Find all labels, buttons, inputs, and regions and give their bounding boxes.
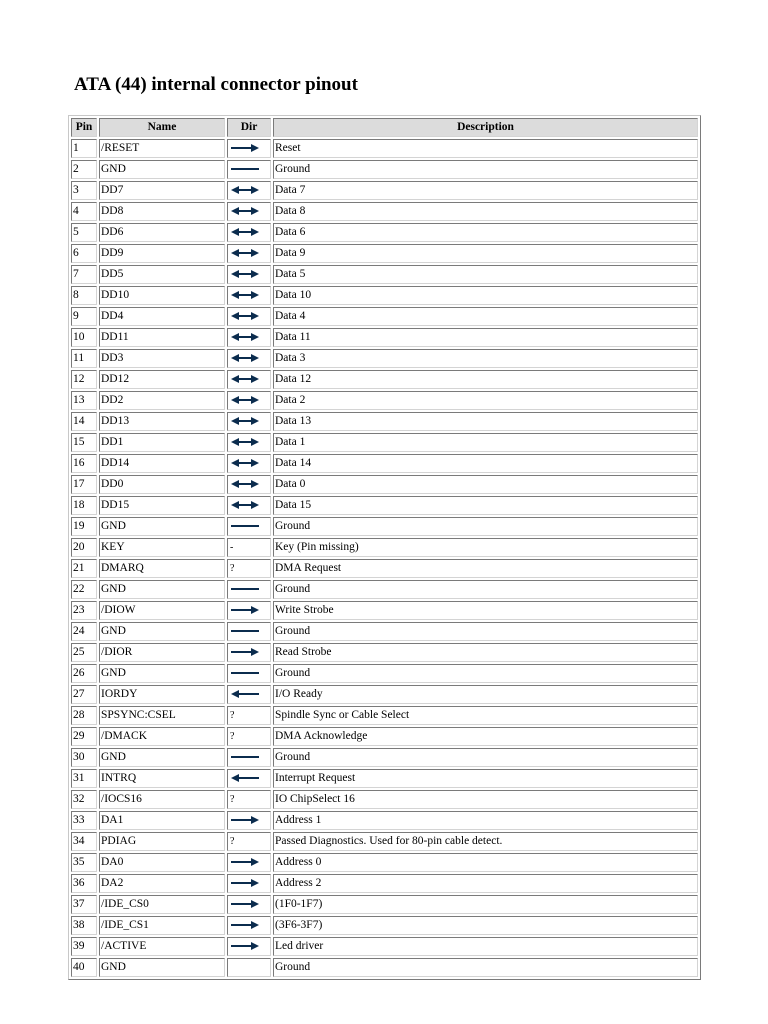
pin-description: Address 1 xyxy=(273,811,698,830)
table-row xyxy=(71,139,698,158)
table-row xyxy=(71,664,698,683)
arrow-bidirectional-icon xyxy=(230,458,260,468)
pin-description: Data 4 xyxy=(273,307,698,326)
arrow-bidirectional-icon xyxy=(230,374,260,384)
pin-description: Key (Pin missing) xyxy=(273,538,698,557)
pin-description: Data 10 xyxy=(273,286,698,305)
table-row xyxy=(71,412,698,431)
pin-description: Ground xyxy=(273,664,698,683)
signal-name: GND xyxy=(99,748,225,767)
signal-name: DD4 xyxy=(99,307,225,326)
pin-description: Ground xyxy=(273,580,698,599)
pin-description: Data 9 xyxy=(273,244,698,263)
pin-number: 16 xyxy=(71,454,97,473)
direction-cell xyxy=(227,895,271,914)
signal-name: DD0 xyxy=(99,475,225,494)
table-row xyxy=(71,517,698,536)
signal-name: DD10 xyxy=(99,286,225,305)
direction-cell xyxy=(227,580,271,599)
signal-name: DD3 xyxy=(99,349,225,368)
table-row xyxy=(71,706,698,725)
signal-name: DD1 xyxy=(99,433,225,452)
pin-description: Reset xyxy=(273,139,698,158)
arrow-bidirectional-icon xyxy=(230,353,260,363)
pin-number: 30 xyxy=(71,748,97,767)
table-row xyxy=(71,307,698,326)
arrow-bidirectional-icon xyxy=(230,290,260,300)
line-icon xyxy=(230,626,260,636)
table-row xyxy=(71,202,698,221)
line-icon xyxy=(230,164,260,174)
direction-cell xyxy=(227,811,271,830)
pin-number: 19 xyxy=(71,517,97,536)
pin-number: 24 xyxy=(71,622,97,641)
table-row xyxy=(71,328,698,347)
pin-number: 12 xyxy=(71,370,97,389)
arrow-right-icon xyxy=(230,857,260,867)
signal-name: GND xyxy=(99,517,225,536)
arrow-bidirectional-icon xyxy=(230,206,260,216)
pin-description: Ground xyxy=(273,958,698,977)
pin-description: I/O Ready xyxy=(273,685,698,704)
table-row xyxy=(71,349,698,368)
table-row xyxy=(71,895,698,914)
signal-name: DMARQ xyxy=(99,559,225,578)
arrow-left-icon xyxy=(230,689,260,699)
pin-number: 10 xyxy=(71,328,97,347)
pin-number: 36 xyxy=(71,874,97,893)
signal-name: IORDY xyxy=(99,685,225,704)
header-dir: Dir xyxy=(227,118,271,137)
pin-number: 38 xyxy=(71,916,97,935)
arrow-left-icon xyxy=(230,773,260,783)
signal-name: /DMACK xyxy=(99,727,225,746)
pin-description: Interrupt Request xyxy=(273,769,698,788)
pin-description: Address 0 xyxy=(273,853,698,872)
direction-cell xyxy=(227,370,271,389)
arrow-bidirectional-icon xyxy=(230,185,260,195)
arrow-right-icon xyxy=(230,941,260,951)
signal-name: DD6 xyxy=(99,223,225,242)
table-row xyxy=(71,475,698,494)
pin-description: Data 13 xyxy=(273,412,698,431)
table-row xyxy=(71,223,698,242)
line-icon xyxy=(230,752,260,762)
arrow-right-icon xyxy=(230,815,260,825)
direction-cell xyxy=(227,328,271,347)
arrow-right-icon xyxy=(230,647,260,657)
direction-cell xyxy=(227,391,271,410)
arrow-bidirectional-icon xyxy=(230,416,260,426)
direction-cell xyxy=(227,265,271,284)
pinout-table xyxy=(68,115,701,980)
signal-name: DD13 xyxy=(99,412,225,431)
pin-description: Data 11 xyxy=(273,328,698,347)
table-row xyxy=(71,643,698,662)
arrow-bidirectional-icon xyxy=(230,248,260,258)
direction-cell xyxy=(227,664,271,683)
pin-number: 27 xyxy=(71,685,97,704)
signal-name: GND xyxy=(99,622,225,641)
pin-number: 32 xyxy=(71,790,97,809)
direction-cell xyxy=(227,769,271,788)
signal-name: DD2 xyxy=(99,391,225,410)
signal-name: DD8 xyxy=(99,202,225,221)
table-row xyxy=(71,937,698,956)
arrow-bidirectional-icon xyxy=(230,311,260,321)
pin-description: DMA Acknowledge xyxy=(273,727,698,746)
direction-cell xyxy=(227,244,271,263)
arrow-right-icon xyxy=(230,605,260,615)
table-row xyxy=(71,832,698,851)
table-row xyxy=(71,853,698,872)
pin-description: (3F6-3F7) xyxy=(273,916,698,935)
pin-number: 25 xyxy=(71,643,97,662)
header-description: Description xyxy=(273,118,698,137)
pin-number: 28 xyxy=(71,706,97,725)
arrow-right-icon xyxy=(230,878,260,888)
pin-description: Read Strobe xyxy=(273,643,698,662)
direction-cell xyxy=(227,790,271,809)
page-title: ATA (44) internal connector pinout xyxy=(74,74,358,95)
direction-cell xyxy=(227,706,271,725)
table-row xyxy=(71,622,698,641)
arrow-bidirectional-icon xyxy=(230,437,260,447)
pin-number: 33 xyxy=(71,811,97,830)
arrow-bidirectional-icon xyxy=(230,500,260,510)
table-row xyxy=(71,748,698,767)
pin-number: 13 xyxy=(71,391,97,410)
direction-cell xyxy=(227,202,271,221)
pin-number: 37 xyxy=(71,895,97,914)
pin-description: (1F0-1F7) xyxy=(273,895,698,914)
direction-cell xyxy=(227,475,271,494)
arrow-right-icon xyxy=(230,920,260,930)
pin-number: 1 xyxy=(71,139,97,158)
signal-name: DA1 xyxy=(99,811,225,830)
arrow-bidirectional-icon xyxy=(230,227,260,237)
pin-description: Ground xyxy=(273,160,698,179)
pin-description: Ground xyxy=(273,748,698,767)
pin-description: Data 5 xyxy=(273,265,698,284)
direction-cell xyxy=(227,601,271,620)
signal-name: PDIAG xyxy=(99,832,225,851)
pin-description: Data 14 xyxy=(273,454,698,473)
pin-description: Data 12 xyxy=(273,370,698,389)
signal-name: /RESET xyxy=(99,139,225,158)
header-name: Name xyxy=(99,118,225,137)
signal-name: DD15 xyxy=(99,496,225,515)
pin-description: Write Strobe xyxy=(273,601,698,620)
table-row xyxy=(71,286,698,305)
direction-cell xyxy=(227,727,271,746)
direction-cell xyxy=(227,748,271,767)
direction-cell xyxy=(227,958,271,977)
signal-name: /IDE_CS1 xyxy=(99,916,225,935)
direction-cell xyxy=(227,622,271,641)
pin-number: 18 xyxy=(71,496,97,515)
signal-name: DD12 xyxy=(99,370,225,389)
direction-cell xyxy=(227,181,271,200)
table-row xyxy=(71,685,698,704)
table-row xyxy=(71,391,698,410)
table-row xyxy=(71,244,698,263)
pin-number: 8 xyxy=(71,286,97,305)
direction-text: ? xyxy=(230,563,235,574)
direction-cell xyxy=(227,286,271,305)
signal-name: DD7 xyxy=(99,181,225,200)
pin-description: Led driver xyxy=(273,937,698,956)
arrow-bidirectional-icon xyxy=(230,332,260,342)
table-row xyxy=(71,811,698,830)
table-row xyxy=(71,433,698,452)
table-row xyxy=(71,790,698,809)
table-row xyxy=(71,769,698,788)
line-icon xyxy=(230,668,260,678)
signal-name: DD11 xyxy=(99,328,225,347)
line-icon xyxy=(230,521,260,531)
line-icon xyxy=(230,584,260,594)
header-pin: Pin xyxy=(71,118,97,137)
pin-number: 3 xyxy=(71,181,97,200)
pin-number: 9 xyxy=(71,307,97,326)
signal-name: SPSYNC:CSEL xyxy=(99,706,225,725)
table-row xyxy=(71,538,698,557)
signal-name: GND xyxy=(99,160,225,179)
signal-name: GND xyxy=(99,958,225,977)
arrow-bidirectional-icon xyxy=(230,395,260,405)
pin-description: Address 2 xyxy=(273,874,698,893)
pin-description: DMA Request xyxy=(273,559,698,578)
direction-cell xyxy=(227,559,271,578)
signal-name: KEY xyxy=(99,538,225,557)
direction-cell xyxy=(227,874,271,893)
signal-name: /IDE_CS0 xyxy=(99,895,225,914)
pin-number: 31 xyxy=(71,769,97,788)
direction-cell xyxy=(227,643,271,662)
pin-number: 14 xyxy=(71,412,97,431)
pin-description: IO ChipSelect 16 xyxy=(273,790,698,809)
pin-number: 15 xyxy=(71,433,97,452)
direction-text: - xyxy=(230,542,234,553)
pin-description: Data 2 xyxy=(273,391,698,410)
table-header-row xyxy=(71,118,698,137)
direction-text: ? xyxy=(230,794,235,805)
direction-cell xyxy=(227,853,271,872)
table-row xyxy=(71,958,698,977)
direction-cell xyxy=(227,685,271,704)
table-row xyxy=(71,181,698,200)
table-row xyxy=(71,916,698,935)
table-row xyxy=(71,370,698,389)
pin-description: Data 0 xyxy=(273,475,698,494)
direction-cell xyxy=(227,412,271,431)
pin-description: Data 3 xyxy=(273,349,698,368)
pin-number: 29 xyxy=(71,727,97,746)
pin-description: Ground xyxy=(273,622,698,641)
signal-name: GND xyxy=(99,580,225,599)
table-row xyxy=(71,160,698,179)
pin-number: 6 xyxy=(71,244,97,263)
pin-number: 22 xyxy=(71,580,97,599)
signal-name: /IOCS16 xyxy=(99,790,225,809)
pin-description: Spindle Sync or Cable Select xyxy=(273,706,698,725)
direction-text: ? xyxy=(230,731,235,742)
pin-description: Data 1 xyxy=(273,433,698,452)
direction-cell xyxy=(227,433,271,452)
direction-cell xyxy=(227,139,271,158)
pin-number: 39 xyxy=(71,937,97,956)
direction-cell xyxy=(227,916,271,935)
arrow-bidirectional-icon xyxy=(230,269,260,279)
pin-description: Ground xyxy=(273,517,698,536)
pin-number: 11 xyxy=(71,349,97,368)
pin-description: Passed Diagnostics. Used for 80-pin cable detect. xyxy=(273,832,698,851)
table-row xyxy=(71,601,698,620)
table-row xyxy=(71,496,698,515)
pin-number: 17 xyxy=(71,475,97,494)
table-row xyxy=(71,727,698,746)
pin-number: 40 xyxy=(71,958,97,977)
pin-number: 26 xyxy=(71,664,97,683)
pin-number: 21 xyxy=(71,559,97,578)
table-row xyxy=(71,454,698,473)
direction-text: ? xyxy=(230,710,235,721)
table-row xyxy=(71,265,698,284)
direction-cell xyxy=(227,937,271,956)
pin-description: Data 8 xyxy=(273,202,698,221)
signal-name: INTRQ xyxy=(99,769,225,788)
signal-name: /ACTIVE xyxy=(99,937,225,956)
pin-description: Data 15 xyxy=(273,496,698,515)
pin-number: 20 xyxy=(71,538,97,557)
pin-number: 7 xyxy=(71,265,97,284)
arrow-bidirectional-icon xyxy=(230,479,260,489)
signal-name: /DIOR xyxy=(99,643,225,662)
signal-name: DA2 xyxy=(99,874,225,893)
signal-name: DD14 xyxy=(99,454,225,473)
table-row xyxy=(71,559,698,578)
pin-number: 34 xyxy=(71,832,97,851)
signal-name: DA0 xyxy=(99,853,225,872)
arrow-right-icon xyxy=(230,143,260,153)
direction-cell xyxy=(227,496,271,515)
direction-cell xyxy=(227,160,271,179)
direction-cell xyxy=(227,307,271,326)
pin-number: 5 xyxy=(71,223,97,242)
signal-name: DD9 xyxy=(99,244,225,263)
signal-name: GND xyxy=(99,664,225,683)
direction-text: ? xyxy=(230,836,235,847)
direction-cell xyxy=(227,538,271,557)
direction-cell xyxy=(227,349,271,368)
pin-number: 35 xyxy=(71,853,97,872)
pin-number: 2 xyxy=(71,160,97,179)
direction-cell xyxy=(227,454,271,473)
signal-name: DD5 xyxy=(99,265,225,284)
direction-cell xyxy=(227,832,271,851)
pin-description: Data 6 xyxy=(273,223,698,242)
pin-number: 4 xyxy=(71,202,97,221)
signal-name: /DIOW xyxy=(99,601,225,620)
pin-number: 23 xyxy=(71,601,97,620)
table-row xyxy=(71,874,698,893)
table-row xyxy=(71,580,698,599)
pin-description: Data 7 xyxy=(273,181,698,200)
direction-cell xyxy=(227,223,271,242)
arrow-right-icon xyxy=(230,899,260,909)
direction-cell xyxy=(227,517,271,536)
table-body xyxy=(71,139,698,977)
